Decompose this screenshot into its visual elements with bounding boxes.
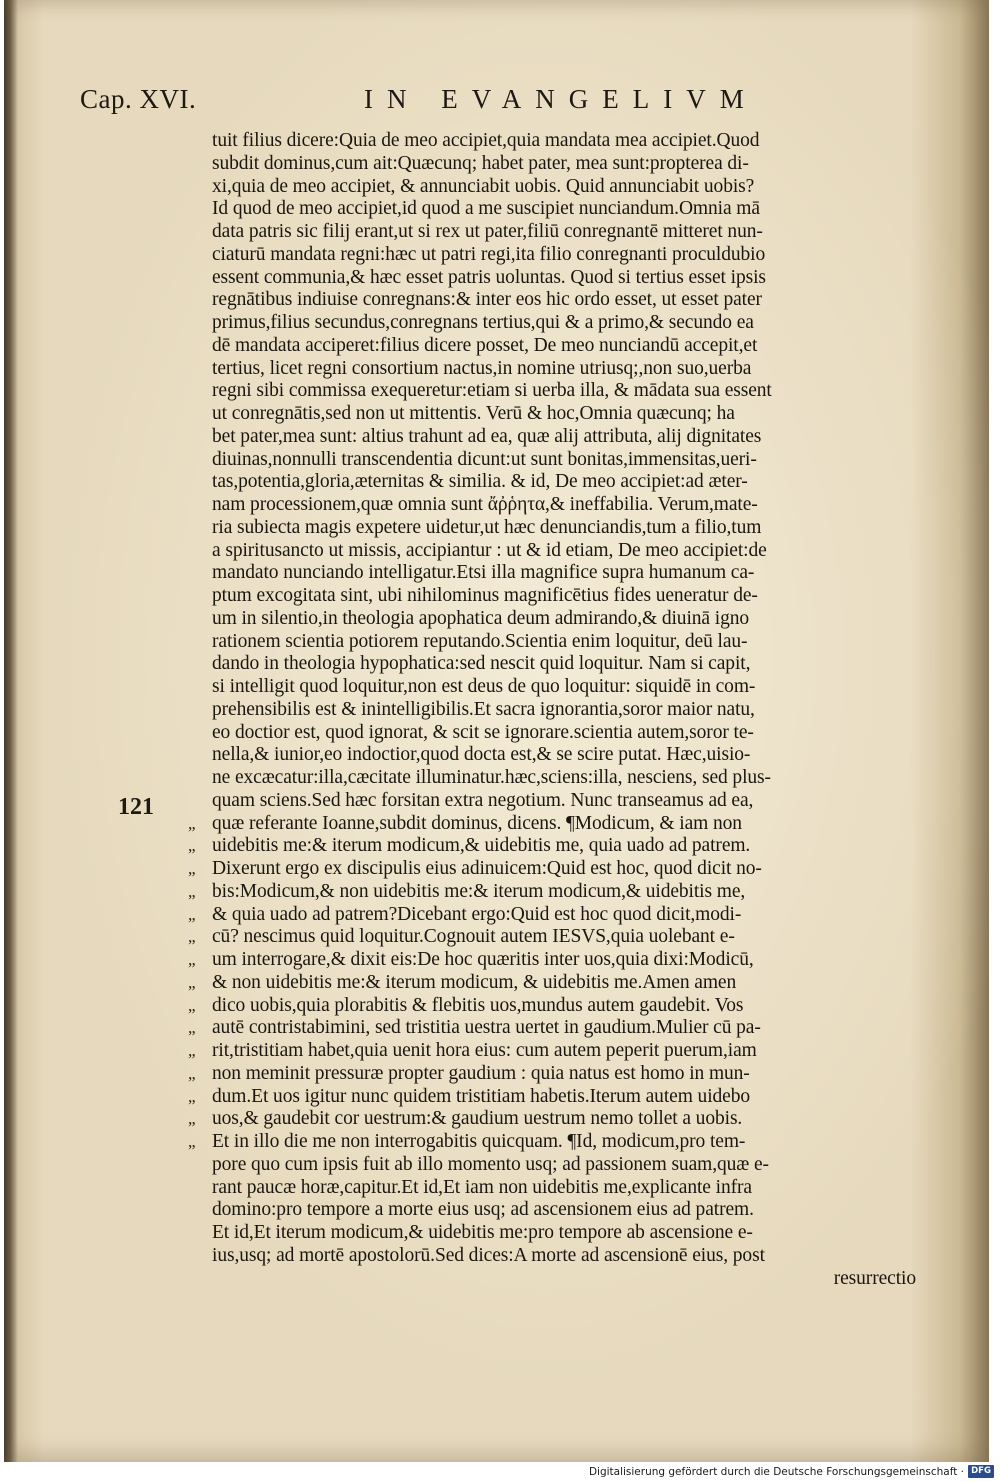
text-line: a spiritusancto ut missis, accipiantur : ut & id etiam, De meo accipiet:de (212, 539, 767, 561)
text-line: & quia uado ad patrem?Dicebant ergo:Quid est hoc quod dicit,modi- (212, 903, 742, 925)
text-line: prehensibilis est & inintelligibilis.Et sacra ignorantia,soror maior natu, (212, 698, 755, 720)
text-line: uidebitis me:& iterum modicum,& uidebitis me, quia uado ad patrem. (212, 835, 751, 857)
text-line: xi,quia de meo accipiet, & annunciabit uobis. Quid annunciabit uobis? (212, 175, 755, 197)
text-line: rit,tristitiam habet,quia uenit hora eius: cum autem peperit puerum,iam (212, 1040, 757, 1061)
text-line: diuinas,nonnulli transcendentia dicunt:ut sunt bonitas,immensitas,ueri- (212, 448, 757, 470)
chapter-heading: Cap. XVI. (80, 84, 197, 114)
quotation-mark: „ (188, 1132, 196, 1151)
quotation-mark: „ (188, 1063, 196, 1083)
text-line: quæ referante Ioanne,subdit dominus, dicens. ¶Modicum, & iam non (212, 812, 742, 834)
text-line: ria subiecta magis expetere uidetur,ut hæc denunciandis,tum a filio,tum (212, 516, 762, 538)
text-line: quam sciens.Sed hæc forsitan extra negotium. Nunc transeamus ad ea, (212, 789, 754, 811)
text-line: um in silentio,in theologia apophatica deum admirando,& diuinā igno (212, 607, 750, 629)
quotation-mark: „ (188, 927, 196, 947)
text-line: bet pater,mea sunt: altius trahunt ad ea, quæ alij attributa, alij dignitates (212, 425, 762, 447)
text-line: si intelligit quod loquitur,non est deus de quo loquitur: siquidē in com- (212, 676, 756, 697)
text-line: autē contristabimini, sed tristitia uestra uertet in gaudium.Mulier cū pa- (212, 1017, 761, 1039)
text-line: nam processionem,quæ omnia sunt ἄῤῥητα,& ineffabilia. Verum,mate- (212, 494, 758, 515)
text-line: mandato nunciando intelligatur.Etsi illa magnifice supra humanum ca- (212, 562, 755, 584)
page-title: IN EVANGELIVM (364, 84, 758, 114)
catchword: resurrectio (833, 1267, 916, 1289)
quotation-mark: „ (188, 972, 196, 992)
quotation-mark: „ (188, 1018, 196, 1038)
text-line: domino:pro tempore a morte eius usq; ad ascensionem eius ad patrem. (212, 1199, 754, 1221)
text-line: & non uidebitis me:& iterum modicum, & uidebitis me.Amen amen (212, 971, 737, 993)
text-line: data patris sic filij erant,ut si rex ut pater,filiū conregnantē mitteret nun- (212, 221, 763, 242)
funding-notice: Digitalisierung gefördert durch die Deutsche Forschungsgemeinschaft · (588, 1466, 964, 1478)
text-line: ptum excogitata sint, ubi nihilominus magnificētius fides ueneratur de- (212, 585, 758, 606)
text-line: ciaturū mandata regni:hæc ut patri regi,ita filio conregnanti proculdubio (212, 243, 766, 265)
quotation-mark: „ (188, 1109, 196, 1129)
text-line: subdit dominus,cum ait:Quæcunq; habet pater, mea sunt:propterea di- (212, 152, 749, 174)
quotation-mark: „ (188, 859, 196, 878)
quotation-mark: „ (188, 1041, 196, 1060)
text-line: dando in theologia hypophatica:sed nescit quid loquitur. Nam si capit, (212, 653, 751, 675)
text-line: tuit filius dicere:Quia de meo accipiet,quia mandata mea accipiet.Quod (212, 130, 760, 151)
text-line: ne excæcatur:illa,cæcitate illuminatur.hæc,sciens:illa, nesciens, sed plus- (212, 767, 771, 788)
text-line: rationem scientia potiorem reputando.Scientia enim loquitur, deū lau- (212, 630, 748, 652)
text-line: primus,filius secundus,conregnans tertius,qui & a primo,& secundo ea (212, 312, 754, 333)
quotation-mark: „ (188, 1086, 196, 1106)
text-line: pore quo cum ipsis fuit ab illo momento usq; ad passionem suam,quæ e- (212, 1153, 769, 1175)
text-line: essent communia,& hæc esset patris uoluntas. Quod si tertius esset ipsis (212, 266, 766, 288)
text-line: Et id,Et iterum modicum,& uidebitis me:pro tempore ab ascensione e- (212, 1222, 753, 1243)
text-line: eo doctior est, quod ignorat, & scit se ignorare.scientia autem,soror te- (212, 721, 754, 743)
text-line: regnātibus indiuise conregnans:& inter eos hic ordo esset, ut esset pater (212, 289, 762, 311)
text-line: dē mandata acciperet:filius dicere posset, De meo nunciandū accepit,et (212, 334, 758, 356)
text-line: ut conregnātis,sed non ut mittentis. Verū & hoc,Omnia quæcunq; ha (212, 403, 735, 424)
text-line: Et in illo die me non interrogabitis quicquam. ¶Id, modicum,pro tem- (212, 1131, 746, 1152)
text-line: tertius, licet regni consortium nactus,in nomine utriusq;,non suo,uerba (212, 357, 752, 379)
text-line: Dixerunt ergo ex discipulis eius adinuicem:Quid est hoc, quod dicit no- (212, 858, 762, 879)
text-line: um interrogare,& dixit eis:De hoc quæritis inter uos,quia dixi:Modicū, (212, 949, 754, 970)
text-line: non meminit pressuræ propter gaudium : quia natus est homo in mun- (212, 1062, 750, 1084)
margin-number: 121 (118, 794, 154, 820)
text-line: cū? nescimus quid loquitur.Cognouit autem IESVS,quia uolebant e- (212, 926, 735, 948)
text-line: regni sibi commissa exequeretur:etiam si uerba illa, & mādata sua essent (212, 380, 772, 402)
text-line: rant paucæ horæ,capitur.Et id,Et iam non uidebitis me,explicante infra (212, 1176, 752, 1198)
dfg-logo: DFG (968, 1465, 994, 1478)
text-line: dico uobis,quia plorabitis & flebitis uos,mundus autem gaudebit. Vos (212, 994, 744, 1016)
text-line: bis:Modicum,& non uidebitis me:& iterum modicum,& uidebitis me, (212, 880, 746, 902)
quotation-mark: „ (188, 813, 196, 833)
quotation-mark: „ (188, 881, 196, 901)
quotation-mark: „ (188, 950, 196, 969)
text-line: ius,usq; ad mortē apostolorū.Sed dices:A morte ad ascensionē eius, post (212, 1244, 765, 1266)
quotation-mark: „ (188, 995, 196, 1015)
quotation-mark: „ (188, 904, 196, 924)
text-line: nella,& iunior,eo indoctior,quod docta est,& se scire putat. Hæc,uisio- (212, 744, 751, 766)
text-line: Id quod de meo accipiet,id quod a me suscipiet nunciandum.Omnia mā (212, 198, 760, 220)
text-line: dum.Et uos igitur nunc quidem tristitiam habetis.Iterum autem uidebo (212, 1085, 751, 1107)
quotation-mark: „ (188, 836, 196, 856)
text-line: uos,& gaudebit cor uestrum:& gaudium uestrum nemo tollet a uobis. (212, 1108, 743, 1130)
text-line: tas,potentia,gloria,æternitas & similia. & id, De meo accipiet:ad æter- (212, 471, 748, 493)
